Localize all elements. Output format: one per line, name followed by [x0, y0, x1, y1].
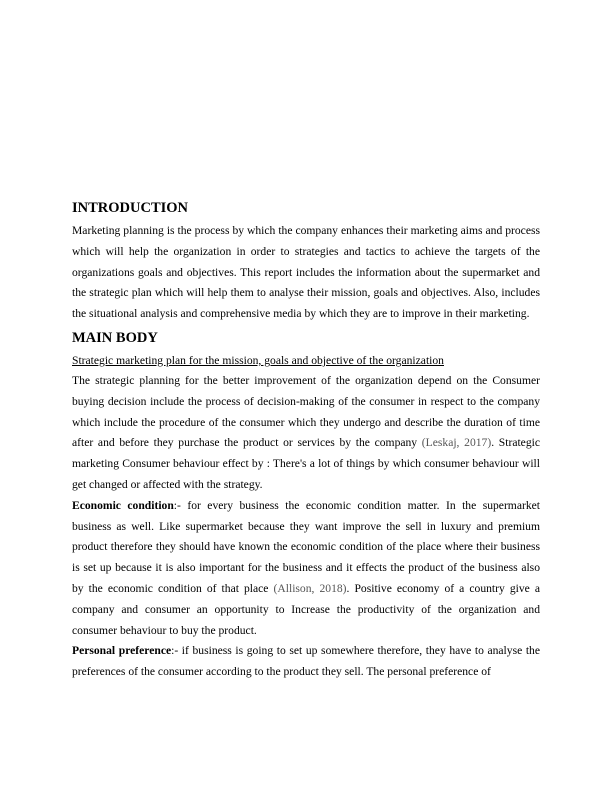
paragraph-text: :- for every business the economic condition matter. In the supermarket business as well. Like supermarket because they want improve the sell in luxury and premium product therefore they should have known the economic condition of the place where their business is set up because it is also important for the business and it effects the product of the business also by the economic condition of that place — [72, 498, 540, 595]
personal-preference-label: Personal preference — [72, 644, 172, 658]
citation-leskaj: (Leskaj, 2017) — [421, 436, 492, 450]
paragraph-text: . Strategic marketing Consumer behaviour effect by : There's a lot of things by which consumer behaviour will get changed or affected with the strategy. — [72, 436, 540, 491]
page-content — [72, 199, 540, 683]
paragraph-text: The strategic planning for the better improvement of the organization depend on the Consumer buying decision include the process of decision-making of the consumer in respect to the company which include the procedure of the consumer which they undergo and describe the duration of time after and before they purchase the product or services by the company — [72, 373, 540, 450]
economic-condition-label: Economic condition — [72, 498, 174, 512]
citation-allison: (Allison, 2018) — [273, 581, 347, 595]
economic-condition-paragraph — [72, 496, 540, 642]
paragraph-text: . Positive economy of a country give a company and consumer an opportunity to Increase the productivity of the organization and consumer behaviour to buy the product. — [72, 581, 541, 637]
section-subheading: Strategic marketing plan for the mission, goals and objective of the organization — [72, 353, 444, 367]
personal-preference-paragraph — [72, 641, 540, 683]
introduction-heading: INTRODUCTION — [72, 200, 189, 216]
introduction-paragraph: Marketing planning is the process by which the company enhances their marketing aims and process which will help the organization in order to strategies and tactics to achieve the targets of the organizations goals and objectives. This report includes the information about the supermarket and the strategic plan which will help them to analyse their mission, goals and objectives. Also, includes the situational analysis and comprehensive media by which they are to improve in their marketing. — [72, 224, 540, 321]
main-body-heading: MAIN BODY — [72, 329, 158, 346]
paragraph-text: :- if business is going to set up somewhere therefore, they have to analyse the preferences of the consumer according to the product they sell. The personal preference of — [72, 644, 540, 679]
strategic-planning-paragraph — [72, 371, 540, 496]
